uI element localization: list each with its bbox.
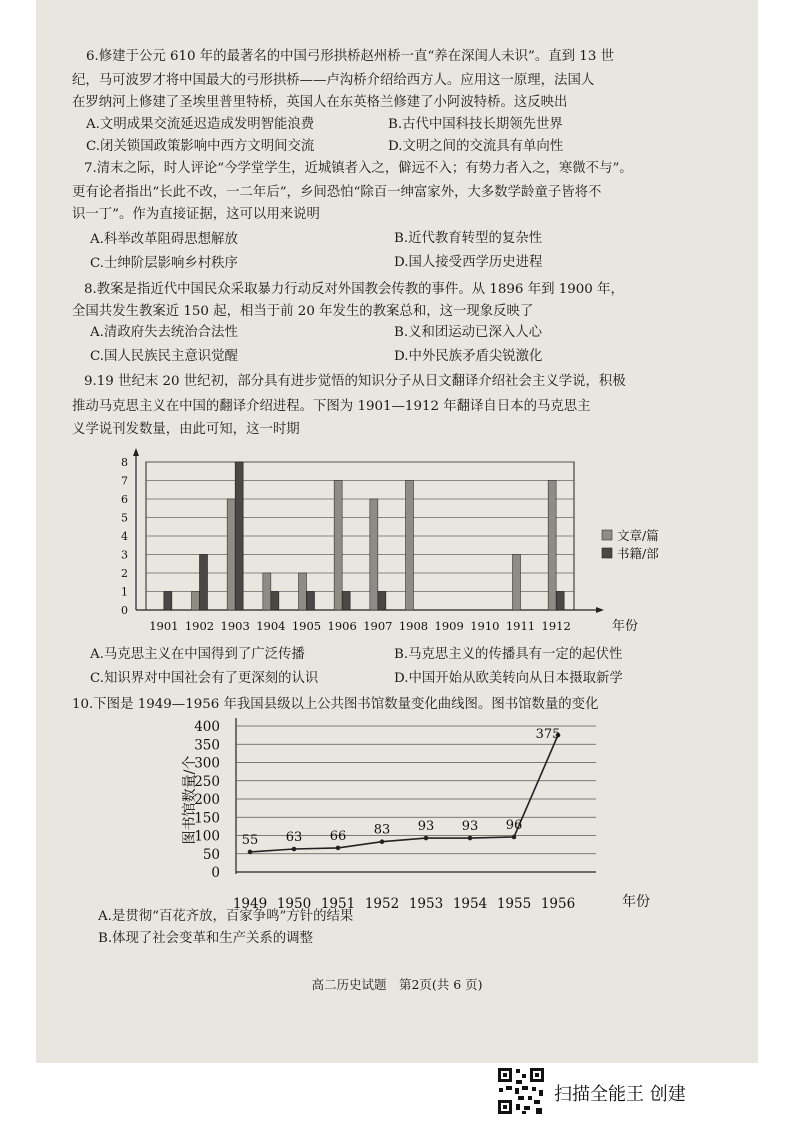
line-chart-y-tick-label: 0: [211, 865, 220, 881]
bar-chart-y-tick-label: 8: [121, 456, 128, 469]
q7-option-a: A.科举改革阻碍思想解放: [90, 232, 238, 247]
q6-stem-line-1: 6.修建于公元 610 年的最著名的中国弓形拱桥赵州桥一直“养在深闺人未识”。直到 13 世: [86, 49, 614, 64]
line-chart-data-label: 375: [535, 727, 561, 743]
q6-stem-line-3: 在罗纳河上修建了圣埃里普里特桥，英国人在东英格兰修建了小阿波特桥。这反映出: [72, 95, 568, 110]
bar-chart-x-tick-label: 1911: [505, 619, 536, 633]
bar-articles: [299, 573, 307, 610]
q9-option-a: A.马克思主义在中国得到了广泛传播: [90, 647, 305, 662]
qr-code-icon: [496, 1066, 546, 1116]
line-chart-y-tick-label: 400: [194, 719, 220, 735]
bar-books: [271, 592, 279, 611]
q9-stem-line-1: 9.19 世纪末 20 世纪初，部分具有进步觉悟的知识分子从日文翻译介绍社会主义学说，积极: [84, 374, 626, 389]
line-chart-x-tick-label: 1954: [452, 896, 488, 912]
legend-swatch-books: [602, 548, 612, 558]
line-chart-y-tick-label: 350: [194, 737, 220, 754]
bar-chart-x-tick-label: 1909: [434, 619, 464, 633]
bar-chart-x-label: 年份: [612, 619, 639, 634]
bar-books: [556, 592, 564, 611]
bar-chart-y-tick-label: 3: [121, 548, 128, 562]
bar-chart-x-tick-label: 1907: [363, 619, 393, 633]
q7-option-c: C.士绅阶层影响乡村秩序: [90, 256, 238, 271]
line-chart-y-tick-label: 100: [194, 828, 220, 845]
line-chart-data-label: 93: [461, 819, 479, 835]
bar-chart-x-tick-label: 1910: [470, 619, 500, 633]
q9-option-b: B.马克思主义的传播具有一定的起伏性: [394, 647, 623, 662]
line-chart-y-label: 图书馆数量/个: [182, 755, 198, 845]
line-chart-data-label: 66: [329, 828, 347, 844]
line-chart-x-tick-label: 1951: [320, 896, 356, 912]
line-chart-y-tick-label: 200: [194, 792, 220, 808]
bar-chart-x-tick-label: 1904: [256, 619, 286, 633]
bar-chart-y-tick-label: 0: [121, 604, 128, 617]
bar-books: [378, 592, 386, 611]
q10-stem-line-1: 10.下图是 1949—1956 年我国县级以上公共图书馆数量变化曲线图。图书馆数量的变化: [72, 697, 599, 712]
q6-option-c: C.闭关锁国政策影响中西方文明间交流: [86, 139, 315, 154]
bar-books: [164, 592, 172, 611]
line-chart-point: [336, 846, 341, 851]
line-chart-data-label: 63: [285, 830, 303, 846]
q6-stem-line-2: 纪，马可波罗才将中国最大的弓形拱桥——卢沟桥介绍给西方人。应用这一原理，法国人: [72, 73, 595, 88]
scanner-label: 扫描全能王 创建: [554, 1084, 686, 1105]
line-chart-y-tick-label: 300: [194, 755, 220, 772]
bar-chart-x-tick-label: 1902: [184, 619, 215, 633]
q7-option-b: B.近代教育转型的复杂性: [394, 231, 543, 246]
bar-chart-y-tick-label: 2: [121, 567, 128, 580]
line-chart-y-tick-label: 250: [194, 773, 220, 790]
line-chart-data-label: 55: [241, 832, 259, 848]
bar-chart-y-tick-label: 4: [121, 530, 128, 543]
bar-chart-translations: [36, 448, 758, 644]
bar-books: [342, 592, 350, 611]
line-chart-x-tick-label: 1949: [232, 896, 268, 912]
line-chart-data-label: 96: [505, 817, 523, 833]
bar-books: [235, 462, 243, 610]
line-chart-y-tick-label: 150: [194, 810, 220, 827]
bar-articles: [406, 481, 414, 611]
q8-option-a: A.清政府失去统治合法性: [90, 325, 238, 340]
legend-swatch-articles: [602, 530, 612, 540]
line-chart-point: [248, 850, 253, 855]
bar-chart-x-tick-label: 1912: [541, 619, 571, 633]
bar-chart-x-tick-label: 1903: [220, 619, 250, 633]
q6-option-a: A.文明成果交流延迟造成发明智能浪费: [86, 117, 315, 132]
line-chart-point: [292, 847, 297, 852]
line-chart-x-tick-label: 1956: [540, 896, 576, 912]
line-chart-libraries: [36, 714, 758, 924]
q8-stem-line-2: 全国共发生教案近 150 起，相当于前 20 年发生的教案总和，这一现象反映了: [72, 304, 534, 319]
bar-chart-x-tick-label: 1901: [149, 619, 179, 633]
bar-chart-y-tick-label: 5: [121, 511, 128, 525]
line-chart-x-tick-label: 1950: [276, 896, 312, 912]
bar-chart-y-arrow: [133, 448, 139, 456]
bar-articles: [513, 555, 521, 611]
line-chart-point: [468, 836, 473, 841]
line-chart-data-label: 83: [373, 822, 391, 838]
line-chart-data-label: 93: [417, 819, 435, 835]
q7-stem-line-2: 更有论者指出“长此不改，一二年后”，乡间恐怕“除百一绅富家外，大多数学龄童子皆将不: [72, 185, 602, 200]
q7-stem-line-3: 识一丁”。作为直接证据，这可以用来说明: [72, 207, 320, 222]
q9-stem-line-2: 推动马克思主义在中国的翻译介绍进程。下图为 1901—1912 年翻译自日本的马克思主: [72, 399, 591, 414]
q9-stem-line-3: 义学说刊发数量，由此可知，这一时期: [72, 422, 300, 437]
bar-chart-y-tick-label: 1: [121, 585, 128, 599]
bar-articles: [548, 481, 556, 611]
bar-chart-x-tick-label: 1906: [327, 619, 357, 633]
q9-option-d: D.中国开始从欧美转向从日本摄取新学: [394, 671, 623, 686]
q8-option-b: B.义和团运动已深入人心: [394, 325, 543, 340]
bar-articles: [370, 499, 378, 610]
bar-articles: [334, 481, 342, 611]
line-chart-point: [380, 839, 385, 844]
legend-label-articles: 文章/篇: [617, 528, 659, 543]
bar-chart-y-tick-label: 6: [121, 493, 128, 506]
bar-articles: [263, 573, 271, 610]
q6-option-b: B.古代中国科技长期领先世界: [388, 117, 563, 132]
q9-option-c: C.知识界对中国社会有了更深刻的认识: [90, 671, 319, 686]
bar-books: [307, 592, 315, 611]
scanner-watermark: [496, 1066, 786, 1116]
bar-chart-x-tick-label: 1905: [291, 619, 322, 633]
line-chart-x-tick-label: 1953: [408, 896, 444, 912]
line-chart-point: [424, 836, 429, 841]
q6-option-d: D.文明之间的交流具有单向性: [388, 139, 564, 154]
exam-page: [36, 0, 758, 1063]
line-chart-point: [512, 835, 517, 840]
bar-books: [200, 555, 208, 611]
q7-option-d: D.国人接受西学历史进程: [394, 255, 543, 270]
bar-articles: [192, 592, 200, 611]
line-chart-y-tick-label: 50: [202, 846, 220, 863]
line-chart-x-tick-label: 1952: [364, 896, 400, 912]
line-chart-x-label: 年份: [622, 894, 650, 910]
q7-stem-line-1: 7.清末之际，时人评论“今学堂学生，近城镇者入之，僻远不入；有势力者入之，寒微不与”。: [84, 161, 633, 176]
q8-option-d: D.中外民族矛盾尖锐激化: [394, 349, 543, 364]
bar-chart-x-tick-label: 1908: [398, 619, 429, 633]
bar-articles: [227, 499, 235, 610]
legend-label-books: 书籍/部: [617, 546, 659, 561]
bar-chart-y-tick-label: 7: [121, 474, 128, 488]
page-footer: 高二历史试题 第2页(共 6 页): [311, 977, 483, 992]
q8-stem-line-1: 8.教案是指近代中国民众采取暴力行动反对外国教会传教的事件。从 1896 年到 1900 年，: [84, 282, 624, 297]
q10-option-a: A.是贯彻“百花齐放，百家争鸣”方针的结果: [98, 909, 354, 924]
bar-chart-x-arrow: [596, 607, 604, 613]
line-chart-x-tick-label: 1955: [496, 896, 532, 912]
q10-option-b: B.体现了社会变革和生产关系的调整: [98, 931, 313, 946]
q8-option-c: C.国人民族民主意识觉醒: [90, 349, 238, 364]
